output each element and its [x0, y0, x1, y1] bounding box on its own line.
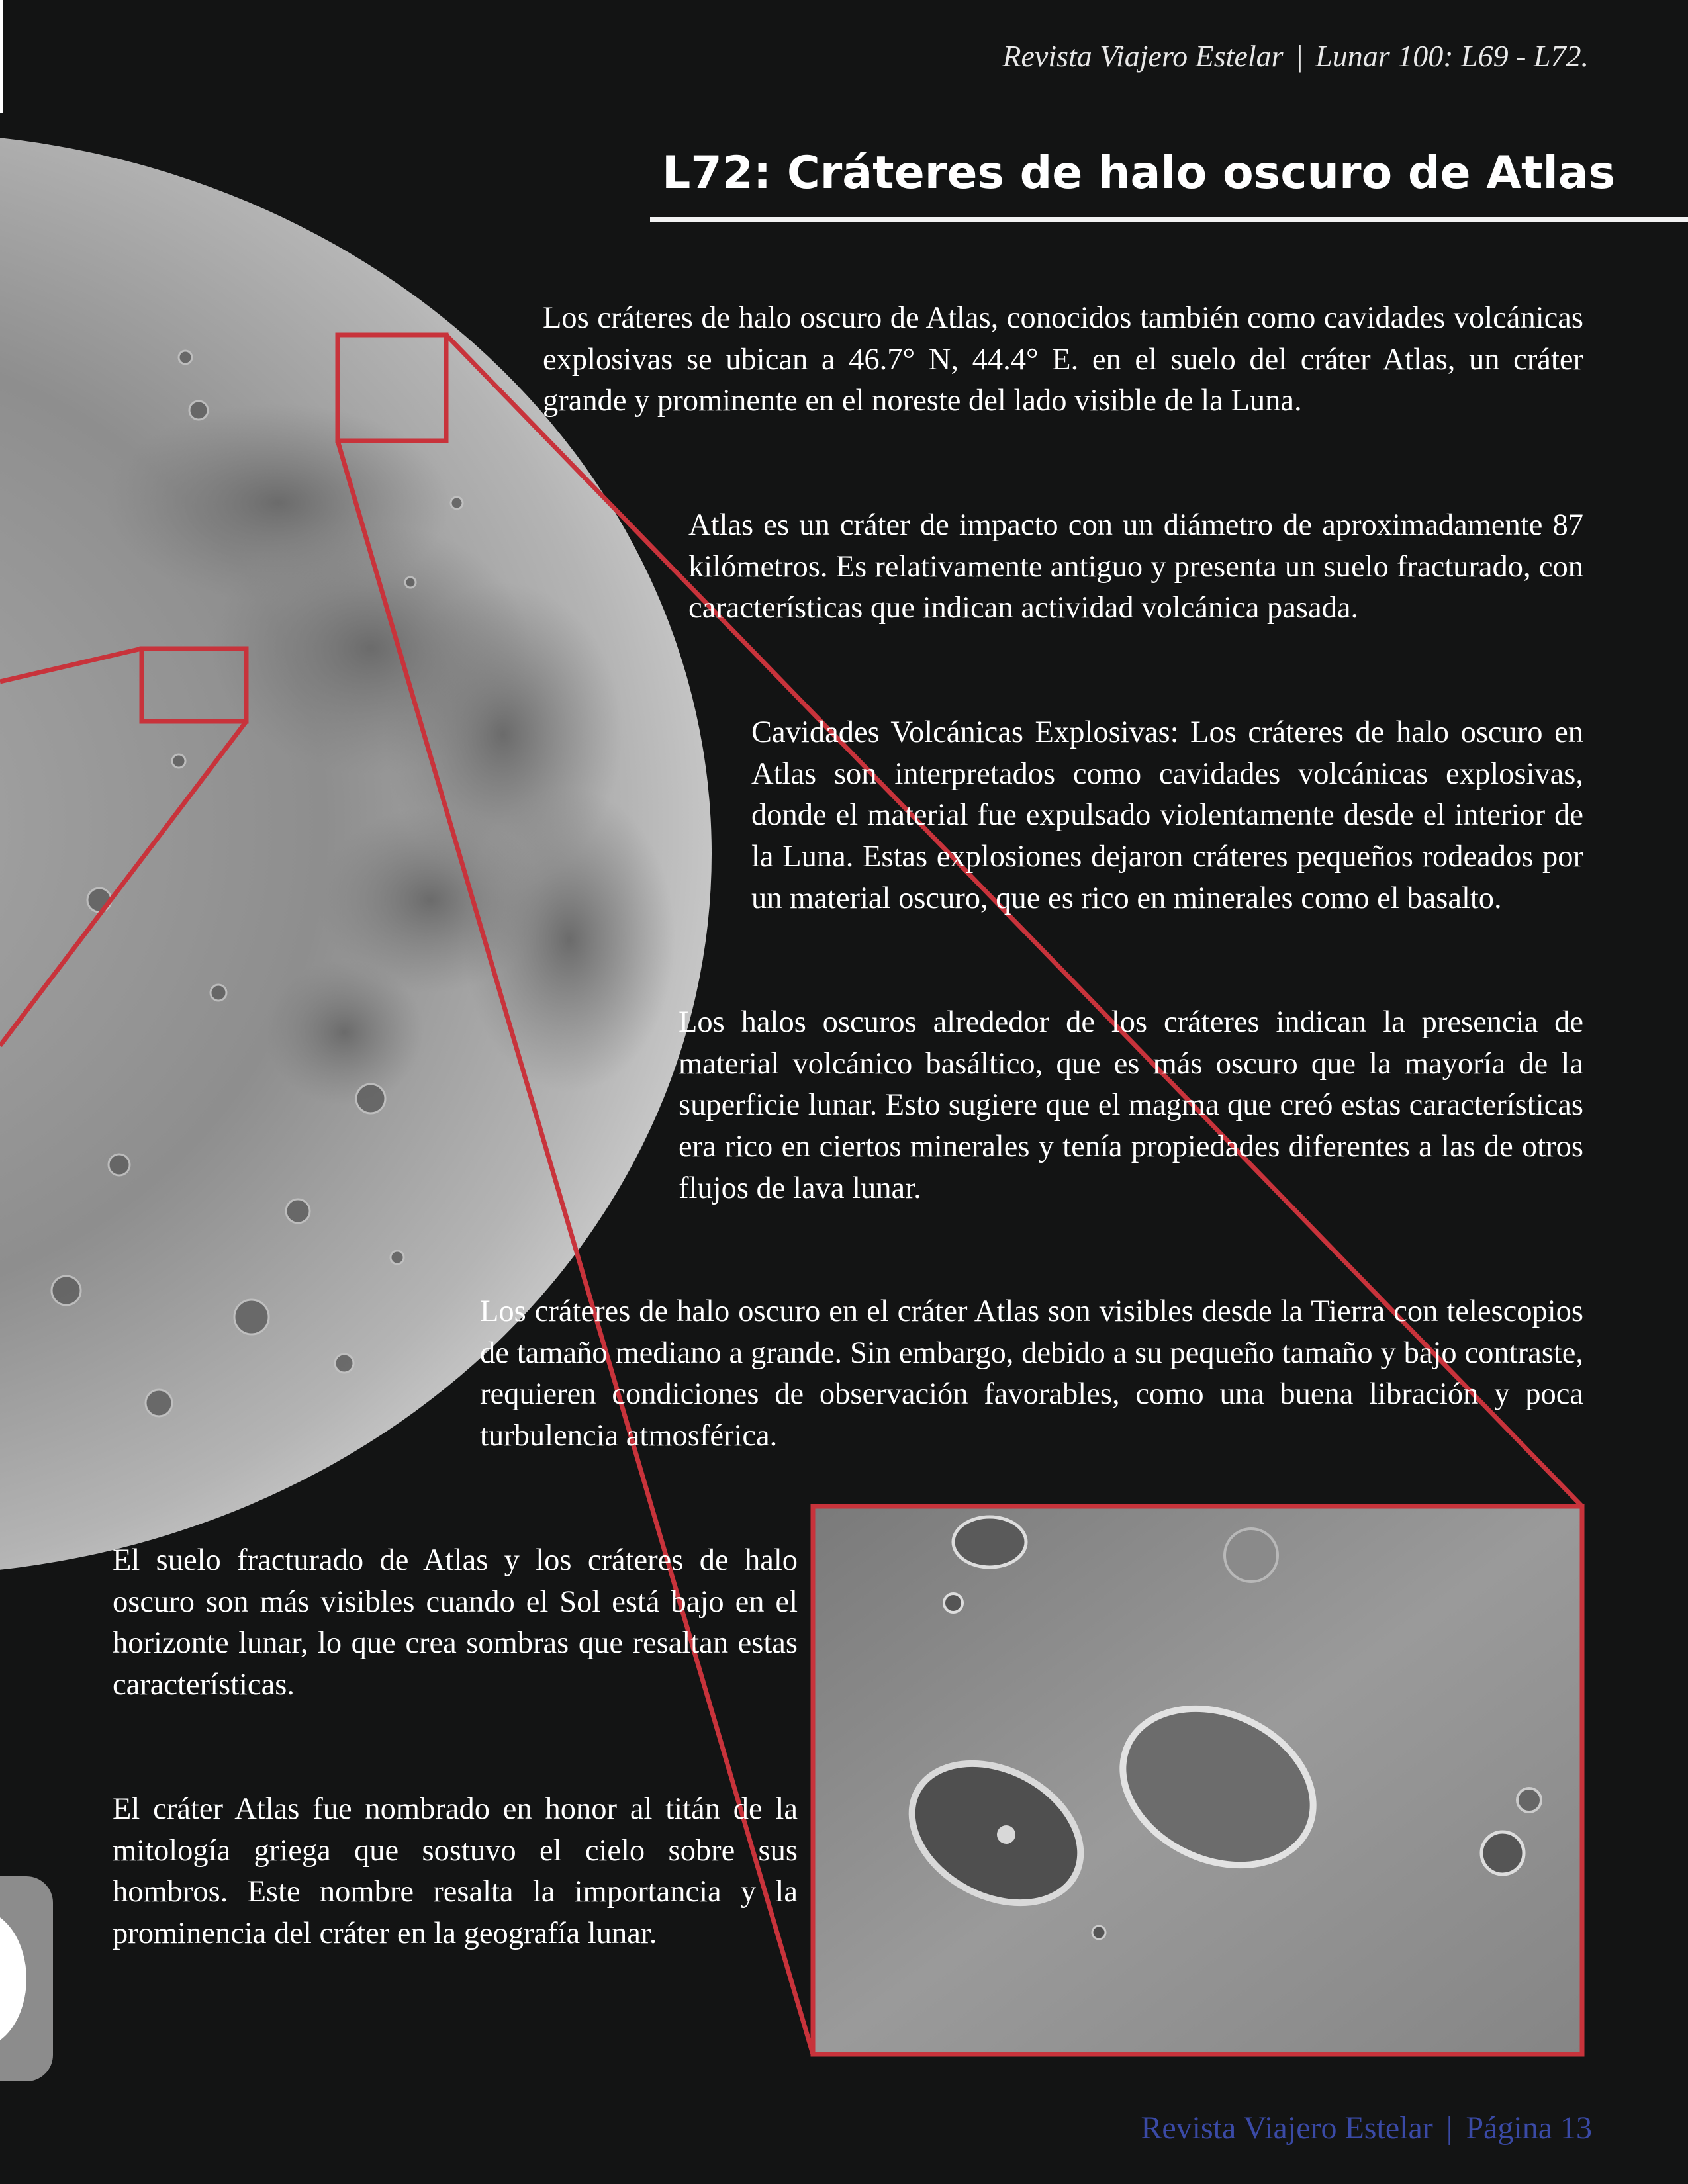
paragraph-atlas-crater: Atlas es un cráter de impacto con un diámetro de aproximadamente 87 kilómetros. Es relativamente antiguo y presenta un suelo fracturado, con características que indican actividad volcánica pasada. — [688, 508, 1583, 625]
article-title: L72: Cráteres de halo oscuro de Atlas — [662, 147, 1616, 199]
paragraph-low-sun: El suelo fracturado de Atlas y los cráteres de halo oscuro son más visibles cuando el Sol está bajo en el horizonte lunar, lo que crea sombras que resaltan estas características. — [113, 1543, 798, 1702]
title-underline — [650, 217, 1688, 222]
footer-page-number: Página 13 — [1466, 2111, 1592, 2146]
header-issue-range: Lunar 100: L69 - L72. — [1315, 39, 1589, 73]
running-header — [1002, 38, 1589, 73]
paragraph-dark-halos: Los halos oscuros alrededor de los cráteres indican la presencia de material volcánico basáltico, que es más oscuro que la mayoría de la superficie lunar. Esto sugiere que el magma que creó estas características era rico en ciertos minerales y tenía propiedades diferentes a las de otros flujos de lava lunar. — [679, 1005, 1583, 1205]
paragraph-location: Los cráteres de halo oscuro de Atlas, conocidos también como cavidades volcánicas explosivas se ubican a 46.7° N, 44.4° E. en el suelo del cráter Atlas, un cráter grande y prominente en el noreste del lado visible de la Luna. — [543, 301, 1583, 418]
paragraph-explosive-cavities: Cavidades Volcánicas Explosivas: Los cráteres de halo oscuro en Atlas son interpretados como cavidades volcánicas explosivas, donde el material fue expulsado violentamente desde el interior de la Luna. Estas explosiones dejaron cráteres pequeños rodeados por un material oscuro, que es rico en minerales como el basalto. — [751, 715, 1583, 915]
paragraph-observation: Los cráteres de halo oscuro en el cráter Atlas son visibles desde la Tierra con telescopios de tamaño mediano a grande. Sin embargo, debido a su pequeño tamaño y bajo contraste, requieren condiciones de observación favorables, como una buena libración y poca turbulencia atmosférica. — [480, 1295, 1583, 1453]
page-footer — [1141, 2110, 1592, 2146]
paragraph-name-origin: El cráter Atlas fue nombrado en honor al titán de la mitología griega que sostuvo el cielo sobre sus hombros. Este nombre resalta la importancia y la prominencia del cráter en la geografía lunar. — [113, 1792, 798, 1951]
header-publication: Revista Viajero Estelar — [1002, 39, 1284, 73]
header-separator: | — [1295, 39, 1304, 73]
footer-separator: | — [1446, 2111, 1453, 2146]
footer-publication: Revista Viajero Estelar — [1141, 2111, 1433, 2146]
atlas-crater-inset-image — [813, 1506, 1582, 2054]
